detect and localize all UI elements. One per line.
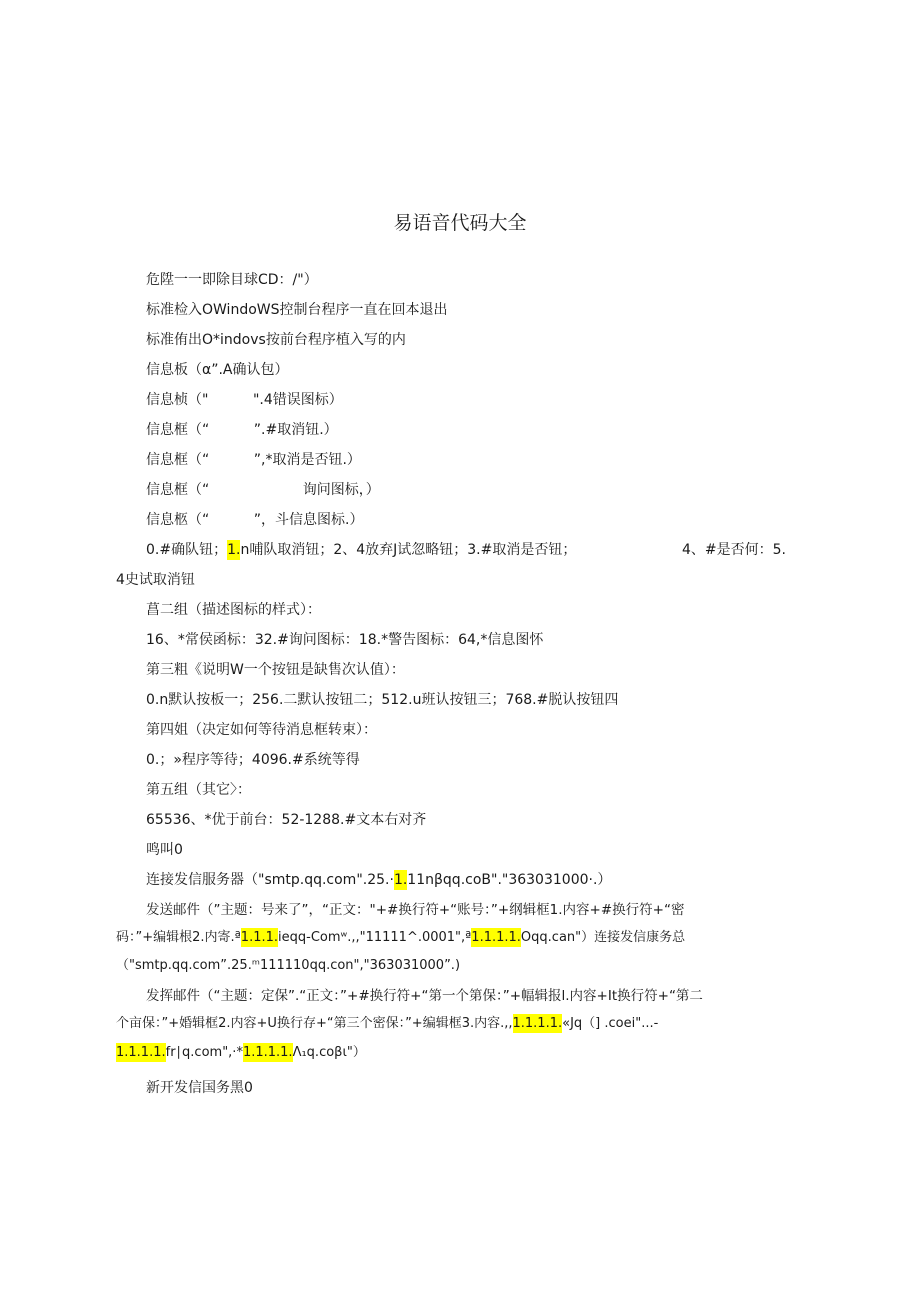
text-segment: Oqq.can"）连接发信康务总 — [520, 930, 686, 945]
text-line: 第五组（其它〉： — [146, 782, 251, 798]
text-line: 鸣叫0 — [146, 842, 183, 858]
text-segment: 连接发信服务器（"smtp.qq.com".25.· — [146, 872, 394, 888]
text-line: 新开发信国务黑0 — [146, 1080, 253, 1096]
text-line: 第三粗《说明W一个按钮是缺售次认值）： — [146, 662, 405, 678]
text-line — [116, 928, 685, 948]
text-segment: fr∣q.com",·* — [165, 1045, 243, 1060]
document-title: 易语音代码大全 — [393, 212, 527, 234]
highlighted-text: 1.1.1. — [240, 930, 279, 945]
text-line: 标准侑出O*indovs按前台程序植入写的内 — [146, 332, 406, 348]
text-line: 发送邮件（”主题：号来了”，“正文："+#换行符+“账号：”+纲辑框1.内容+#换行符+“密 — [146, 902, 685, 918]
text-line: 0.；»程序等待；4096.#系统等得 — [146, 752, 360, 768]
text-line: 发挥邮件（“主题：定保”.“正文：”+#换行符+“第一个第保：”+幅辑报l.内容+It换行符+“第二 — [146, 988, 703, 1004]
text-segment: n哺队取消钮；2、4放弃J试忽略钮；3.#取消是否钮； — [240, 542, 577, 558]
text-line — [146, 540, 576, 560]
text-segment: 11nβqq.coB"."363031000·.） — [407, 872, 612, 888]
highlighted-text: 1.1.1.1. — [116, 1045, 166, 1060]
text-line: 4、#是否何：5. — [682, 542, 786, 558]
text-line — [146, 870, 611, 890]
text-segment: 个亩保：”+婚辑框2.内容+U换行存+“第三个密保：”+编辑框3.内容.,, — [116, 1016, 513, 1031]
text-segment: «Jq（] .coei"...- — [562, 1016, 659, 1031]
text-segment: Λ₁q.coβι"） — [292, 1045, 366, 1060]
text-segment: ieqq-Comʷ.,,"11111^.0001",ª — [278, 930, 472, 945]
text-segment: 码：”+编辑根2.内寄.ª — [116, 930, 241, 945]
text-segment: 0.#确队钮； — [146, 542, 228, 558]
text-line — [116, 1043, 366, 1063]
text-line: 信息框（“ 询问图标，） — [146, 482, 380, 498]
text-line: 危陞一一即除目球CD：/"） — [146, 272, 318, 288]
highlighted-text: 1. — [393, 872, 408, 888]
text-line: 信息框（“ ”.#取消钮.） — [146, 422, 338, 438]
highlighted-text: 1.1.1.1. — [471, 930, 521, 945]
highlighted-text: 1.1.1.1. — [242, 1045, 293, 1060]
text-line: 标准检入OWindoWS控制台程序一直在回本退出 — [146, 302, 448, 318]
highlighted-text: 1.1.1.1. — [512, 1016, 563, 1031]
text-line: 信息框（“ ”,*取消是否钮.） — [146, 452, 361, 468]
text-line — [116, 1014, 658, 1034]
text-line: 信息板（α”.A确认包） — [146, 362, 289, 378]
text-line: 第四姐（决定如何等待消息框转束）： — [146, 722, 377, 738]
text-line: 0.n默认按板一；256.二默认按钮二；512.u班认按钮三；768.#脱认按钮四 — [146, 692, 619, 708]
text-line: 4史试取消钮 — [116, 572, 195, 588]
highlighted-text: 1. — [227, 542, 241, 558]
text-line: 菖二组（描述图标的样式）： — [146, 602, 321, 618]
text-line: 16、*常侯函标：32.#询问图标：18.*警告图标：64,*信息图怀 — [146, 632, 544, 648]
text-line: 信息桢（" ".4错误图标） — [146, 392, 343, 408]
text-line: 信息柩（“ ”，斗信息图标.） — [146, 512, 364, 528]
text-line: （"smtp.qq.com”.25.ᵐ111110qq.con","363031000”.) — [116, 958, 461, 973]
text-line: 65536、*优于前台：52-1288.#文本右对齐 — [146, 812, 427, 828]
